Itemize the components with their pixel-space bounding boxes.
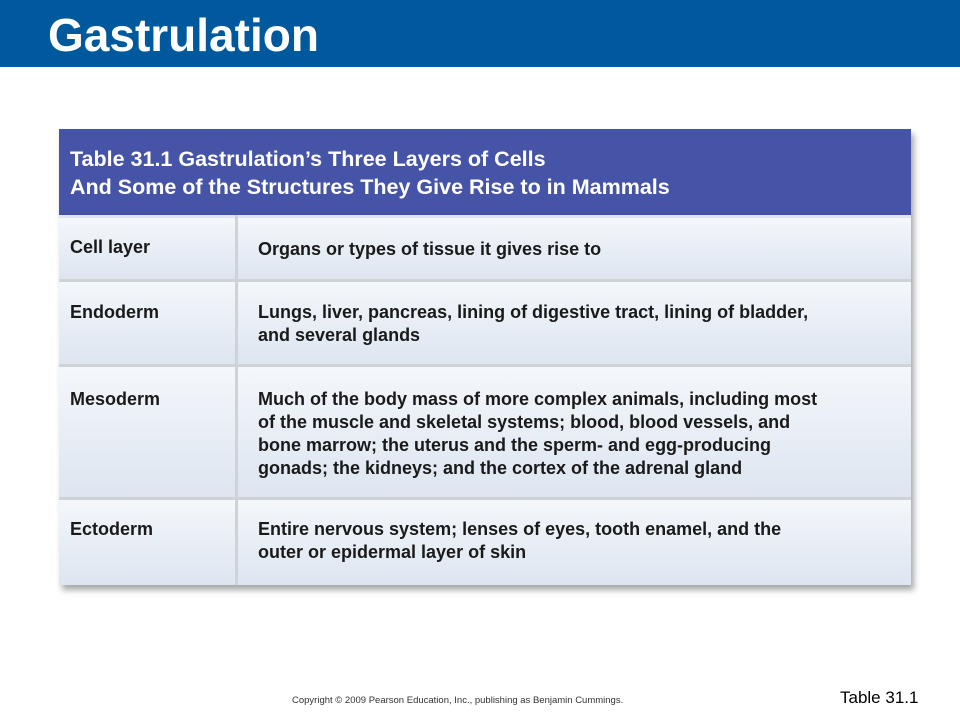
table-caption-line-2: And Some of the Structures They Give Rise to in Mammals: [70, 175, 670, 199]
copyright-notice: Copyright © 2009 Pearson Education, Inc., publishing as Benjamin Cummings.: [292, 695, 624, 706]
title-bar: [0, 0, 960, 67]
desc-line: outer or epidermal layer of skin: [258, 542, 527, 562]
desc-line: Entire nervous system; lenses of eyes, tooth enamel, and the: [258, 519, 782, 539]
cell-layer-endoderm: Endoderm: [70, 302, 160, 322]
header-cell-organs: Organs or types of tissue it gives rise to: [258, 239, 602, 259]
cell-layer-ectoderm: Ectoderm: [70, 519, 154, 539]
cell-layer-mesoderm: Mesoderm: [70, 389, 161, 409]
germ-layer-table: [59, 129, 911, 585]
table-caption: [70, 145, 670, 201]
cell-desc-endoderm: [258, 301, 903, 347]
table-caption-bar: [59, 129, 911, 215]
table-row-mesoderm: [59, 367, 911, 497]
table-row-ectoderm: [59, 500, 911, 585]
desc-line: of the muscle and skeletal systems; blood, blood vessels, and: [258, 412, 791, 432]
table-caption-line-1: Table 31.1 Gastrulation’s Three Layers of Cells: [70, 147, 546, 171]
desc-line: Much of the body mass of more complex animals, including most: [258, 389, 818, 409]
table-header-row: [59, 218, 911, 279]
header-cell-layer: Cell layer: [70, 237, 151, 257]
desc-line: bone marrow; the uterus and the sperm- and egg-producing: [258, 435, 772, 455]
desc-line: Lungs, liver, pancreas, lining of digestive tract, lining of bladder,: [258, 302, 809, 322]
cell-desc-ectoderm: [258, 518, 903, 564]
cell-desc-mesoderm: [258, 388, 903, 480]
desc-line: and several glands: [258, 325, 421, 345]
desc-line: gonads; the kidneys; and the cortex of the adrenal gland: [258, 458, 743, 478]
column-divider: [235, 215, 238, 585]
slide-title: Gastrulation: [48, 9, 319, 61]
table-row-endoderm: [59, 282, 911, 364]
table-reference: Table 31.1: [840, 688, 919, 707]
